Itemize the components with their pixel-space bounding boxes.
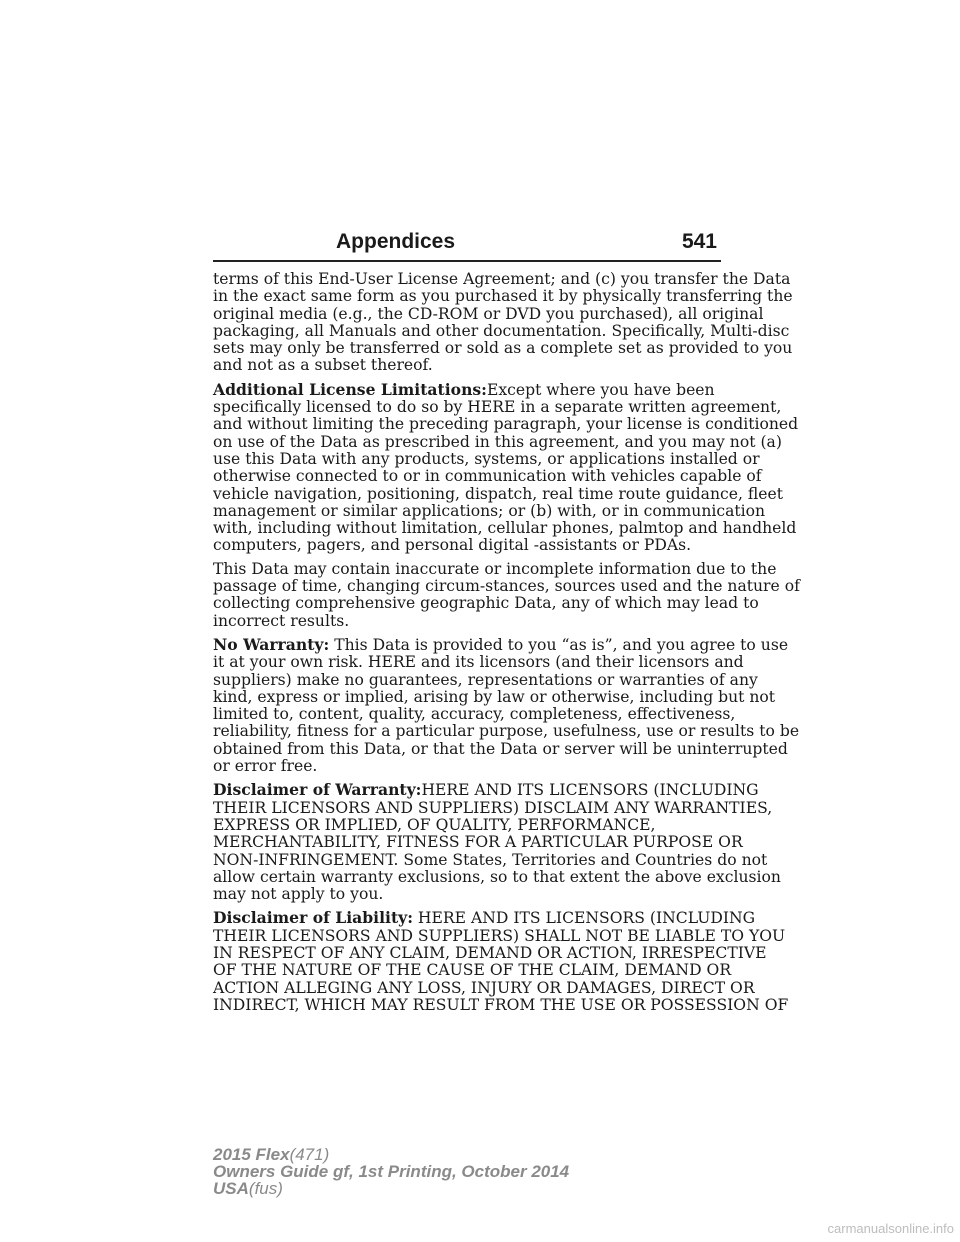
footer-line-edition: Owners Guide gf, 1st Printing, October 2014 [213, 1162, 570, 1181]
text-line: NON-INFRINGEMENT. Some States, Territories and Countries do not [213, 850, 768, 869]
text-line: management or similar applications; or (b) with, or in communication [213, 501, 766, 520]
paragraph-no-warranty [213, 634, 800, 776]
text-line: and not as a subset thereof. [213, 356, 433, 375]
text-line: obtained from this Data, or that the Data or server will be uninterrupted [213, 739, 788, 758]
text-line: may not apply to you. [213, 885, 384, 904]
text-line: specifically licensed to do so by HERE in a separate written agreement, [213, 398, 782, 417]
page-header [213, 228, 721, 262]
text-line: allow certain warranty exclusions, so to that extent the above exclusion [213, 867, 781, 886]
footer-line-market [213, 1180, 569, 1197]
text-line: limited to, content, quality, accuracy, completeness, effectiveness, [213, 705, 736, 724]
paragraph-heading: Disclaimer of Liability: [213, 908, 413, 928]
text-line: OF THE NATURE OF THE CAUSE OF THE CLAIM, DEMAND OR [213, 961, 732, 980]
text-line: use this Data with any products, systems, or applications installed or [213, 449, 760, 468]
page-body [213, 270, 800, 1020]
page-footer [213, 1146, 569, 1197]
text-line: THEIR LICENSORS AND SUPPLIERS) DISCLAIM ANY WARRANTIES, [213, 798, 773, 817]
paragraph-disclaimer-liability [213, 908, 789, 1014]
paragraph-transfer-terms [213, 270, 793, 375]
paragraph-disclaimer-warranty [213, 780, 781, 904]
page-number: 541 [681, 230, 717, 253]
paragraph-heading: Additional License Limitations: [213, 379, 487, 399]
text-run: HERE AND ITS LICENSORS (INCLUDING [412, 909, 756, 928]
text-line: MERCHANTABILITY, FITNESS FOR A PARTICULAR PURPOSE OR [213, 833, 743, 852]
text-line: EXPRESS OR IMPLIED, OF QUALITY, PERFORMANCE, [213, 815, 656, 834]
footer-model: 2015 Flex [213, 1145, 290, 1164]
text-line [213, 908, 756, 928]
text-line: vehicle navigation, positioning, dispatch, real time route guidance, fleet [213, 484, 783, 503]
text-line: THEIR LICENSORS AND SUPPLIERS) SHALL NOT BE LIABLE TO YOU [213, 926, 786, 945]
text-line: reliability, fitness for a particular purpose, usefulness, use or results to be [213, 722, 800, 741]
text-line: terms of this End-User License Agreement; and (c) you transfer the Data [213, 270, 791, 288]
footer-line-model [213, 1146, 569, 1163]
text-line: otherwise connected to or in communication with vehicles capable of [213, 467, 762, 486]
text-line: incorrect results. [213, 611, 350, 630]
paragraph-data-accuracy [213, 559, 800, 630]
text-line: IN RESPECT OF ANY CLAIM, DEMAND OR ACTION, IRRESPECTIVE [213, 943, 767, 962]
header-rule [213, 260, 721, 262]
text-run: This Data is provided to you “as is”, and you agree to use [329, 635, 789, 654]
paragraph-heading: Disclaimer of Warranty: [213, 780, 422, 800]
site-watermark: carmanualsonline.info [827, 1221, 954, 1236]
text-line: INDIRECT, WHICH MAY RESULT FROM THE USE OR POSSESSION OF [213, 995, 789, 1014]
text-line: suppliers) make no guarantees, representations or warranties of any [213, 670, 758, 689]
text-line: and without limiting the preceding paragraph, your license is conditioned [213, 415, 799, 434]
text-line: on use of the Data as prescribed in this agreement, and you may not (a) [213, 432, 782, 451]
text-line: or error free. [213, 757, 318, 776]
text-line: collecting comprehensive geographic Data, any of which may lead to [213, 594, 759, 613]
text-line [213, 780, 759, 800]
text-line: with, including without limitation, cellular phones, palmtop and handheld [213, 519, 797, 538]
text-line [213, 634, 789, 654]
text-run: HERE AND ITS LICENSORS (INCLUDING [421, 781, 759, 800]
text-line: it at your own risk. HERE and its licensors (and their licensors and [213, 653, 744, 672]
text-line: packaging, all Manuals and other documentation. Specifically, Multi-disc [213, 321, 790, 340]
paragraph-heading: No Warranty: [213, 634, 330, 654]
footer-market-code: (fus) [248, 1179, 283, 1198]
text-run: Except where you have been [486, 380, 715, 399]
text-line: in the exact same form as you purchased it by physically transferring the [213, 287, 793, 306]
text-line: sets may only be transferred or sold as a complete set as provided to you [213, 339, 793, 358]
section-title: Appendices [336, 230, 456, 253]
text-line: This Data may contain inaccurate or incomplete information due to the [213, 559, 777, 578]
text-line [213, 381, 723, 399]
text-line: computers, pagers, and personal digital -assistants or PDAs. [213, 536, 692, 555]
text-line: passage of time, changing circum-stances, sources used and the nature of [213, 577, 800, 596]
text-line: original media (e.g., the CD-ROM or DVD you purchased), all original [213, 304, 764, 323]
text-line: kind, express or implied, arising by law or otherwise, including but not [213, 687, 776, 706]
paragraph-license-limitations [213, 379, 799, 555]
footer-market: USA [213, 1179, 249, 1198]
footer-model-code: (471) [289, 1145, 330, 1164]
text-line: ACTION ALLEGING ANY LOSS, INJURY OR DAMAGES, DIRECT OR [213, 978, 755, 997]
